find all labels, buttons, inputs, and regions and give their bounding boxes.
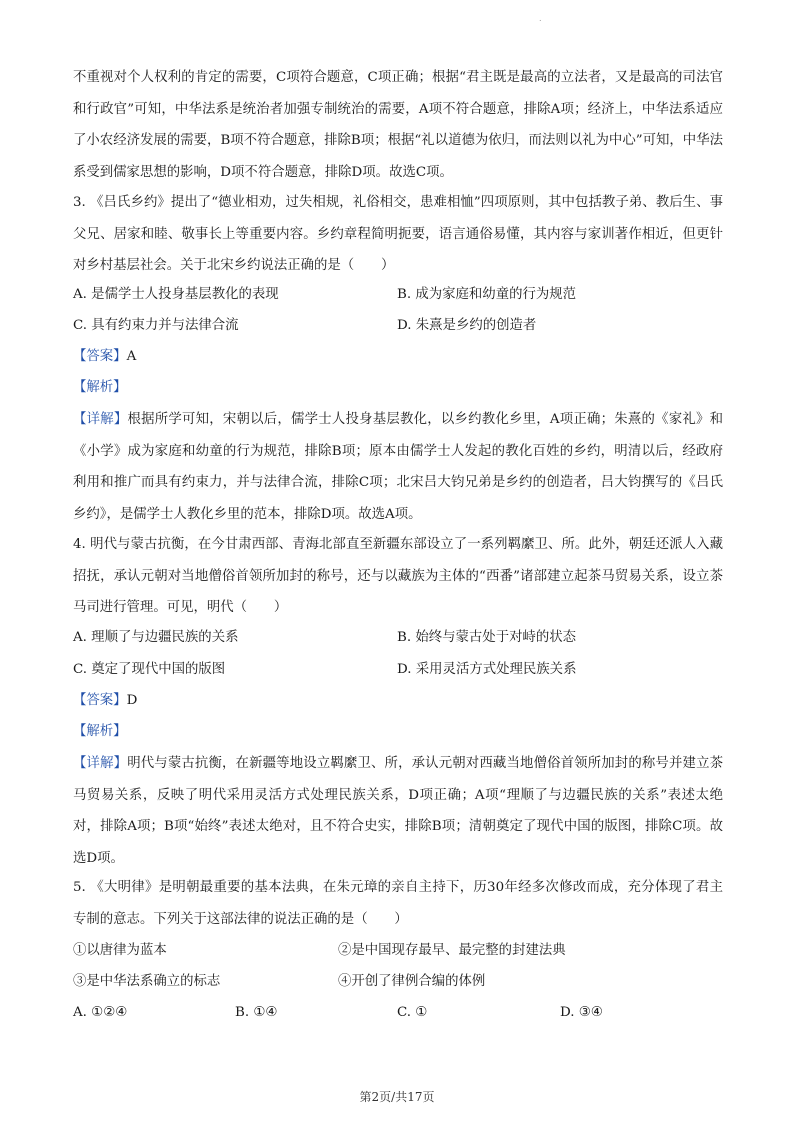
- q3-option-b: B. 成为家庭和幼童的行为规范: [397, 287, 577, 302]
- q3-answer-value: A: [126, 349, 137, 364]
- detail-tag: 【详解】: [73, 756, 128, 771]
- detail-tag: 【详解】: [73, 412, 128, 427]
- q4-analysis-tag: [73, 722, 127, 742]
- q4-option-b: B. 始终与蒙古处于对峙的状态: [397, 630, 577, 645]
- q4-stem: 4. 明代与蒙古抗衡，在今甘肃西部、青海北部直至新疆东部设立了一系列羁縻卫、所。此外，朝廷还派人入藏招抚，承认元朝对当地僧俗首领所加封的称号，还与以藏族为主体的“西番”诸部建立起茶马贸易关系，设立茶马司进行管理。可见，明代（ ）: [73, 537, 723, 615]
- q4-option-d: D. 采用灵活方式处理民族关系: [397, 662, 577, 677]
- answer-tag: 【答案】: [73, 349, 127, 364]
- answer-tag: 【答案】: [73, 693, 127, 708]
- q5-stem: 5. 《大明律》是明朝最重要的基本法典，在朱元璋的亲自主持下，历30年经多次修改而成，充分体现了君主专制的意志。下列关于这部法律的说法正确的是（ ）: [73, 880, 723, 927]
- q5-option-b: B. ①④: [235, 1005, 278, 1020]
- q4-detail-text: 明代与蒙古抗衡，在新疆等地设立羁縻卫、所，承认元朝对西藏当地僧俗首领所加封的称号并建立茶马贸易关系，反映了明代采用灵活方式处理民族关系，D项正确；A项“理顺了与边疆民族的关系”表述太绝对，排除A项；B项“始终”表述太绝对，且不符合史实，排除B项；清朝奠定了现代中国的版图，排除C项。故选D项。: [73, 756, 724, 866]
- q5-item-2: ②是中国现存最早、最完整的封建法典: [338, 943, 566, 958]
- q3-detail-text: 根据所学可知，宋朝以后，儒学士人投身基层教化，以乡约教化乡里，A项正确；朱熹的《家礼》和《小学》成为家庭和幼童的行为规范，排除B项；原本由儒学士人发起的教化百姓的乡约，明清以后，经政府利用和推广而具有约束力，并与法律合流，排除C项；北宋吕大钧兄弟是乡约的创造者，吕大钧撰写的《吕氏乡约》，是儒学士人教化乡里的范本，排除D项。故选A项。: [73, 412, 723, 522]
- q3-analysis-tag: [73, 378, 127, 398]
- analysis-tag: 【解析】: [73, 724, 127, 739]
- analysis-tag: 【解析】: [73, 380, 127, 395]
- q4-option-c: C. 奠定了现代中国的版图: [73, 662, 226, 677]
- q5-item-3: ③是中华法系确立的标志: [73, 974, 221, 989]
- q4-option-a: A. 理顺了与边疆民族的关系: [73, 630, 239, 645]
- q5-item-1: ①以唐律为蓝本: [73, 943, 167, 958]
- page-number: 第2页/共17页: [359, 1090, 435, 1104]
- q3-stem: 3. 《吕氏乡约》提出了“德业相劝，过失相规，礼俗相交，患难相恤”四项原则，其中包括教子弟、教后生、事父兄、居家和睦、敬事长上等重要内容。乡约章程简明扼要，语言通俗易懂，其内容与家训著作相近，但更针对乡村基层社会。关于北宋乡约说法正确的是（ ）: [73, 195, 723, 273]
- q4-answer-value: D: [126, 693, 138, 708]
- q2-explanation-continued: 不重视对个人权利的肯定的需要，C项符合题意，C项正确；根据“君主既是最高的立法者，又是最高的司法官和行政官”可知，中华法系是统治者加强专制统治的需要，A项不符合题意，排除A项；经济上，中华法系适应了小农经济发展的需要，B项不符合题意，排除B项；根据“礼以道德为依归，而法则以礼为中心”可知，中华法系受到儒家思想的影响，D项不符合题意，排除D项。故选C项。: [73, 70, 723, 180]
- q3-option-d: D. 朱熹是乡约的创造者: [397, 318, 537, 333]
- top-mark: .: [539, 14, 542, 23]
- q3-detail: [73, 404, 723, 530]
- q5-option-a: A. ①②④: [73, 1005, 128, 1020]
- q4-answer: [73, 691, 137, 711]
- q3-option-c: C. 具有约束力并与法律合流: [73, 318, 239, 333]
- q4-detail: [73, 748, 723, 874]
- q3-option-a: A. 是儒学士人投身基层教化的表现: [73, 287, 279, 302]
- q5-option-d: D. ③④: [560, 1005, 603, 1020]
- q3-answer: [73, 347, 136, 367]
- q5-option-c: C. ①: [397, 1005, 428, 1020]
- q5-item-4: ④开创了律例合编的体例: [338, 974, 486, 989]
